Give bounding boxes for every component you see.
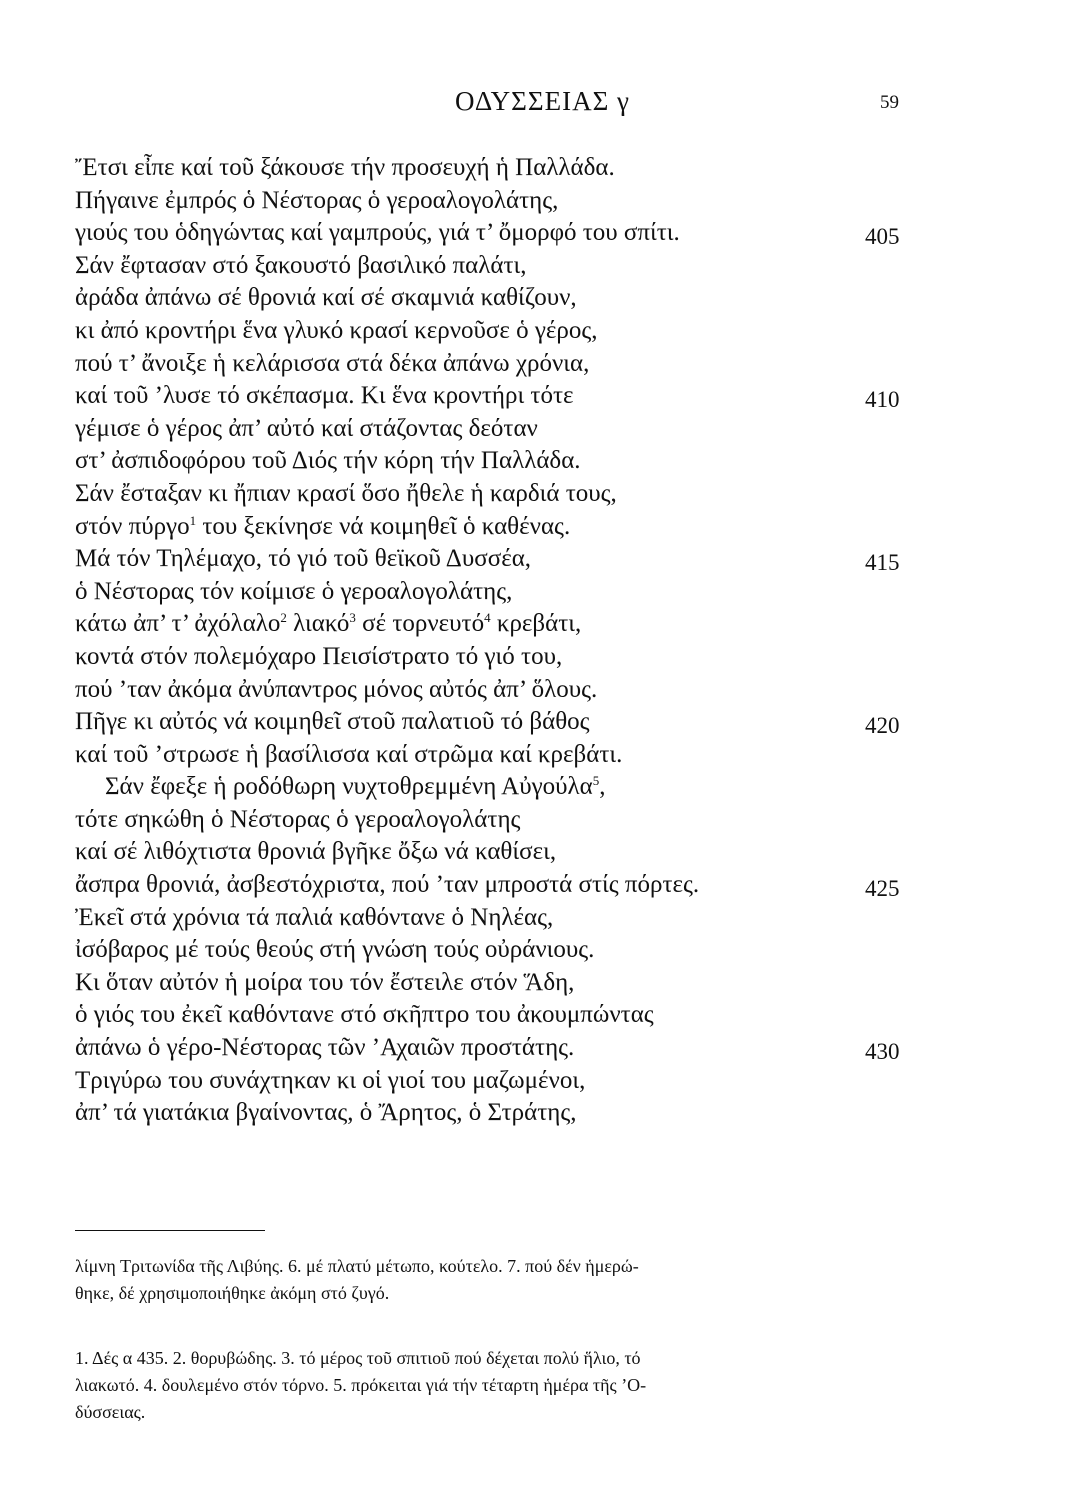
verse-line <box>75 739 975 772</box>
verse-line <box>75 902 975 935</box>
verse-line <box>75 282 975 315</box>
verse-text: τότε σηκώθη ὁ Νέστορας ὁ γεροαλογολάτης <box>75 805 521 833</box>
line-number: 410 <box>865 387 900 413</box>
verse-text: Ἔτσι εἶπε καί τοῦ ξάκουσε τήν προσευχή ἡ Παλλάδα. <box>75 154 615 181</box>
footnotes-continued <box>75 1253 915 1307</box>
verse-line <box>75 1032 975 1065</box>
verse-text: του ξεκίνησε νά κοιμηθεῖ ὁ καθένας. <box>196 512 571 540</box>
verse-line <box>75 413 975 446</box>
verse-text: πού τ’ ἄνοιξε ἡ κελάρισσα στά δέκα ἀπάνω χρόνια, <box>75 349 590 377</box>
verse-text: κάτω ἀπ’ τ’ ἀχόλαλο <box>75 610 281 638</box>
line-number: 405 <box>865 224 900 250</box>
verse-text: γιούς του ὁδηγώντας καί γαμπρούς, γιά τ’ ὄμορφό του σπίτι. <box>75 219 680 247</box>
verse-text: κρεβάτι, <box>490 610 582 638</box>
verse-text: Μά τόν Τηλέμαχο, τό γιό τοῦ θεϊκοῦ Δυσσέα, <box>75 545 532 573</box>
footnote-divider <box>75 1230 265 1231</box>
page-title: ΟΔΥΣΣΕΙΑΣ γ <box>455 86 630 116</box>
verse-line <box>75 934 975 967</box>
verse-text: πού ’ταν ἀκόμα ἀνύπαντρος μόνος αὐτός ἀπ’ ὅλους. <box>75 675 598 703</box>
verse-text: λιακό <box>286 610 350 638</box>
verse-text: , <box>599 773 606 801</box>
verse-line <box>75 152 975 185</box>
verse-text: ὁ γιός του ἐκεῖ καθόντανε στό σκῆπτρο του ἀκουμπώντας <box>75 1001 654 1029</box>
verse-line <box>75 771 975 804</box>
line-number: 420 <box>865 713 900 739</box>
verse-line <box>75 1097 975 1130</box>
verse-text: Σάν ἔφεξε ἡ ροδόθωρη νυχτοθρεμμένη Αὐγούλα <box>105 773 593 801</box>
verse-line <box>75 706 975 739</box>
verse-line <box>75 836 975 869</box>
line-number: 425 <box>865 876 900 902</box>
verse-text: ἰσόβαρος μέ τούς θεούς στή γνώση τούς οὐράνιους. <box>75 936 595 964</box>
footnote-marker: 3 <box>349 610 356 626</box>
verse-line <box>75 804 975 837</box>
verse-line <box>75 999 975 1032</box>
verse-text: Κι ὅταν αὐτόν ἡ μοίρα του τόν ἔστειλε στόν Ἅδη, <box>75 968 575 996</box>
verse-text: Σάν ἔφτασαν στό ξακουστό βασιλικό παλάτι, <box>75 251 527 279</box>
verse-text: ἀράδα ἀπάνω σέ θρονιά καί σέ σκαμνιά καθίζουν, <box>75 284 577 312</box>
poem-text <box>75 152 975 1130</box>
verse-text: Ἐκεῖ στά χρόνια τά παλιά καθόντανε ὁ Νηλέας, <box>75 903 554 931</box>
verse-line <box>75 380 975 413</box>
verse-text: ἄσπρα θρονιά, ἀσβεστόχριστα, πού ’ταν μπροστά στίς πόρτες. <box>75 871 700 899</box>
verse-text: στ’ ἀσπιδοφόρου τοῦ Διός τήν κόρη τήν Παλλάδα. <box>75 447 581 475</box>
verse-text: Πήγαινε ἐμπρός ὁ Νέστορας ὁ γεροαλογολάτης, <box>75 186 559 214</box>
verse-line <box>75 511 975 544</box>
line-number: 430 <box>865 1039 900 1065</box>
verse-line <box>75 217 975 250</box>
verse-text: καί τοῦ ’στρωσε ἡ βασίλισσα καί στρῶμα καί κρεβάτι. <box>75 740 623 768</box>
verse-line <box>75 478 975 511</box>
verse-line <box>75 445 975 478</box>
footnote-line: δύσσειας. <box>75 1402 146 1422</box>
verse-line <box>75 576 975 609</box>
footnotes-page <box>75 1345 915 1426</box>
line-number: 415 <box>865 550 900 576</box>
verse-line <box>75 315 975 348</box>
verse-line <box>75 1065 975 1098</box>
verse-text: Σάν ἔσταξαν κι ἤπιαν κρασί ὅσο ἤθελε ἡ καρδιά τους, <box>75 479 617 507</box>
verse-text: Τριγύρω του συνάχτηκαν κι οἱ γιοί του μαζωμένοι, <box>75 1066 586 1094</box>
verse-text: καί τοῦ ’λυσε τό σκέπασμα. Κι ἕνα κροντήρι τότε <box>75 382 574 410</box>
footnote-line: θηκε, δέ χρησιμοποιήθηκε ἀκόμη στό ζυγό. <box>75 1283 390 1303</box>
verse-line <box>75 348 975 381</box>
verse-text: καί σέ λιθόχτιστα θρονιά βγῆκε ὄξω νά καθίσει, <box>75 838 557 866</box>
verse-text: κι ἀπό κροντήρι ἕνα γλυκό κρασί κερνοῦσε ὁ γέρος, <box>75 316 598 344</box>
footnote-line: λίμνη Τριτωνίδα τῆς Λιβύης. 6. μέ πλατύ μέτωπο, κούτελο. 7. πού δέν ἡμερώ- <box>75 1256 639 1276</box>
verse-text: γέμισε ὁ γέρος ἀπ’ αὐτό καί στάζοντας δεόταν <box>75 414 538 442</box>
verse-line <box>75 608 975 641</box>
verse-line <box>75 641 975 674</box>
verse-text: Πῆγε κι αὐτός νά κοιμηθεῖ στοῦ παλατιοῦ τό βάθος <box>75 708 590 736</box>
verse-text: ὁ Νέστορας τόν κοίμισε ὁ γεροαλογολάτης, <box>75 577 513 605</box>
verse-text: κοντά στόν πολεμόχαρο Πεισίστρατο τό γιό του, <box>75 642 563 670</box>
verse-text: ἀπάνω ὁ γέρο-Νέστορας τῶν ’Αχαιῶν προστάτης. <box>75 1034 575 1062</box>
verse-text: στόν πύργο <box>75 512 190 540</box>
verse-line <box>75 674 975 707</box>
footnote-line: λιακωτό. 4. δουλεμένο στόν τόρνο. 5. πρόκειται γιά τήν τέταρτη ἡμέρα τῆς ’Ο- <box>75 1375 647 1395</box>
verse-text: ἀπ’ τά γιατάκια βγαίνοντας, ὁ Ἄρητος, ὁ Στράτης, <box>75 1099 577 1127</box>
footnote-marker: 1 <box>189 512 197 528</box>
verse-line <box>75 543 975 576</box>
verse-line <box>75 185 975 218</box>
footnote-marker: 2 <box>280 610 287 626</box>
footnote-marker: 5 <box>592 773 600 789</box>
verse-line <box>75 967 975 1000</box>
verse-text: σέ τορνευτό <box>355 610 485 638</box>
footnote-line: 1. Δές α 435. 2. θορυβώδης. 3. τό μέρος τοῦ σπιτιοῦ πού δέχεται πολύ ἥλιο, τό <box>75 1348 641 1368</box>
verse-line <box>75 869 975 902</box>
verse-line <box>75 250 975 283</box>
footnote-marker: 4 <box>484 610 491 626</box>
page-number: 59 <box>880 92 899 113</box>
